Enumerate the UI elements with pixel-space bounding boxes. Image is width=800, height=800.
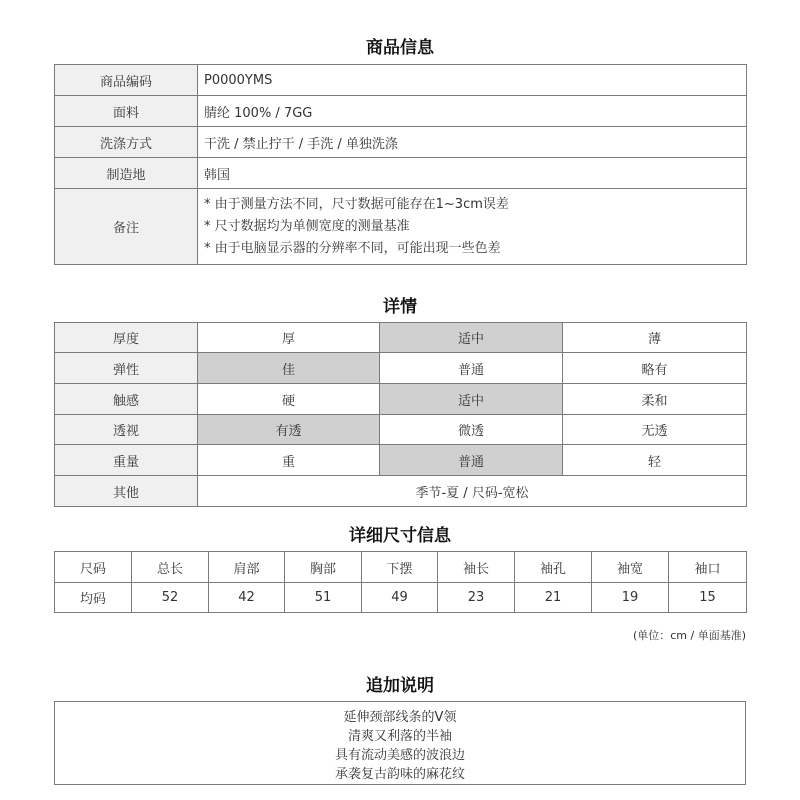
table-row	[55, 384, 747, 415]
origin-value: 韩国	[198, 158, 747, 189]
product-code-value: P0000YMS	[198, 65, 747, 96]
size-header-cell: 尺码	[55, 552, 132, 583]
size-table	[54, 551, 747, 613]
size-value-cell: 51	[285, 583, 362, 613]
table-row	[55, 445, 747, 476]
row-label: 重量	[55, 445, 198, 476]
row-label: 透视	[55, 415, 198, 445]
unit-note: (单位：cm / 单面基准)	[632, 629, 746, 642]
row-label: 弹性	[55, 353, 198, 384]
other-value: 季节-夏 / 尺码-宽松	[198, 476, 747, 507]
row-label: 触感	[55, 384, 198, 415]
size-info-title: 详细尺寸信息	[349, 526, 451, 546]
size-value-cell: 21	[515, 583, 592, 613]
table-row	[55, 65, 747, 96]
extra-info-box	[54, 701, 746, 785]
row-label: 面料	[55, 96, 198, 127]
product-info-table	[54, 64, 747, 265]
option-cell: 厚	[198, 323, 380, 353]
extra-info-title: 追加说明	[366, 676, 434, 696]
size-value-cell: 42	[209, 583, 285, 613]
table-row	[55, 323, 747, 353]
row-label: 备注	[55, 189, 198, 265]
product-info-title: 商品信息	[366, 38, 434, 58]
option-cell: 普通	[380, 445, 563, 476]
row-label: 厚度	[55, 323, 198, 353]
size-value-cell: 均码	[55, 583, 132, 613]
size-header-row	[55, 552, 747, 583]
extra-line: 清爽又利落的半袖	[347, 729, 452, 744]
wash-method-value: 干洗 / 禁止拧干 / 手洗 / 单独洗涤	[198, 127, 747, 158]
size-value-cell: 23	[438, 583, 515, 613]
option-cell: 薄	[563, 323, 747, 353]
extra-line: 具有流动美感的波浪边	[334, 748, 465, 763]
size-header-cell: 袖孔	[515, 552, 592, 583]
table-row	[55, 353, 747, 384]
extra-line: 承袭复古韵味的麻花纹	[334, 767, 465, 782]
option-cell: 有透	[198, 415, 380, 445]
details-title: 详情	[383, 297, 417, 317]
size-value-row	[55, 583, 747, 613]
table-row	[55, 96, 747, 127]
option-cell: 适中	[380, 384, 563, 415]
size-header-cell: 袖宽	[592, 552, 669, 583]
option-cell: 适中	[380, 323, 563, 353]
table-row	[55, 158, 747, 189]
option-cell: 无透	[563, 415, 747, 445]
size-header-cell: 胸部	[285, 552, 362, 583]
note-line: * 由于测量方法不同，尺寸数据可能存在1~3cm误差	[204, 196, 509, 212]
option-cell: 重	[198, 445, 380, 476]
table-row	[55, 476, 747, 507]
fabric-value: 腈纶 100% / 7GG	[198, 96, 747, 127]
size-value-cell: 52	[132, 583, 209, 613]
size-value-cell: 19	[592, 583, 669, 613]
table-row	[55, 189, 747, 265]
details-table	[54, 322, 747, 507]
row-label: 制造地	[55, 158, 198, 189]
note-line: * 尺寸数据均为单侧宽度的测量基准	[204, 218, 410, 234]
note-line: * 由于电脑显示器的分辨率不同，可能出现一些色差	[204, 240, 501, 256]
notes-value	[198, 189, 747, 265]
option-cell: 普通	[380, 353, 563, 384]
row-label: 商品编码	[55, 65, 198, 96]
row-label: 洗涤方式	[55, 127, 198, 158]
option-cell: 略有	[563, 353, 747, 384]
table-row	[55, 415, 747, 445]
extra-line: 延伸颈部线条的V领	[343, 710, 457, 725]
size-header-cell: 肩部	[209, 552, 285, 583]
table-row	[55, 127, 747, 158]
size-header-cell: 下摆	[362, 552, 438, 583]
row-label: 其他	[55, 476, 198, 507]
option-cell: 微透	[380, 415, 563, 445]
option-cell: 佳	[198, 353, 380, 384]
option-cell: 硬	[198, 384, 380, 415]
size-value-cell: 49	[362, 583, 438, 613]
size-header-cell: 总长	[132, 552, 209, 583]
option-cell: 轻	[563, 445, 747, 476]
size-value-cell: 15	[669, 583, 747, 613]
option-cell: 柔和	[563, 384, 747, 415]
size-header-cell: 袖长	[438, 552, 515, 583]
size-header-cell: 袖口	[669, 552, 747, 583]
